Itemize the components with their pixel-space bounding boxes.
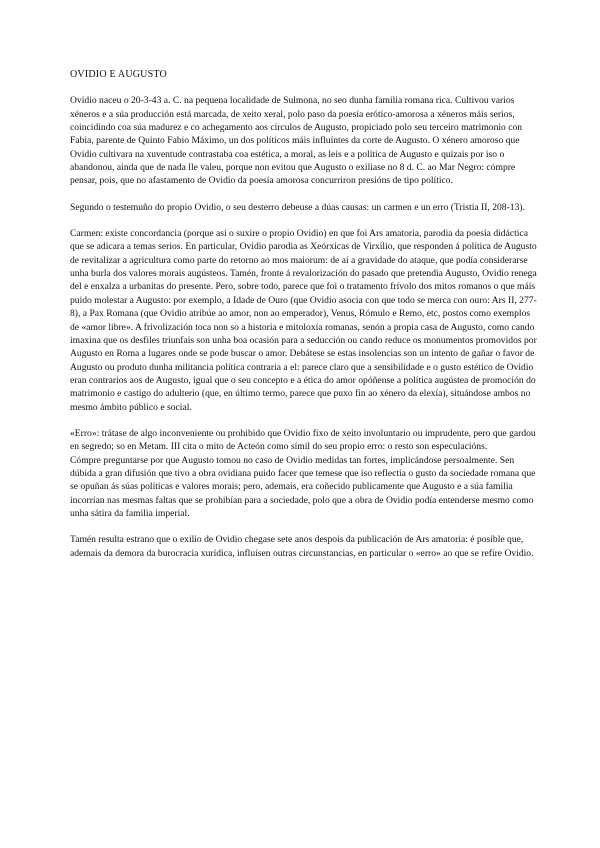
paragraph-error: «Erro»: trátase de algo inconveniente ou prohibido que Ovidio fixo de xeito involuntario ou imprudente, pero que gardou en segredo; so en Metam. III cita o mito de Acteón como símil do seu propio erro: o resto son especulacións. — [70, 427, 536, 453]
paragraph-augustus-measures: Cómpre preguntarse por que Augusto tomou no caso de Ovidio medidas tan fortes, implicándose persoalmente. Sen dúbida a gran difusión que tivo a obra ovidiana puido facer que temese que iso reflectía o gusto da sociedade romana que se opuñan ás súas políticas e valores morais; pero, ademais, era coñecido publicamente que Augusto e a súa familia incorrían nas mesmas faltas que se prohibían para a sociedade, polo que a obra de Ovidio podía entenderse mesmo como unha sátira da familia imperial. — [70, 454, 536, 519]
paragraph-carmen: Carmen: existe concordancia (porque así o suxire o propio Ovidio) en que foi Ars amatoria, parodia da poesía didáctica que se adicara a temas serios. En particular, Ovidio parodia as Xeórxicas de Virxilio, que responden á política de Augusto de revitalizar a agricultura como parte do retorno ao mos maiorum: de aí a gravidade do ataque, que podía considerarse unha burla dos valores morais augústeos. Tamén, fronte á revalorización do pasado que pretendía Augusto, Ovidio renega del e enxalza a urbanitas do presente. Pero, sobre todo, parece que foi o tratamento frívolo dos mitos romanos o que máis puido molestar a Augusto: por exemplo, a Idade de Ouro (que Ovidio asocia con que todo se merca con ouro: Ars II, 277-8), a Pax Romana (que Ovidio atribúe ao amor, non ao emperador), Venus, Rómulo e Remo, etc, postos como exemplos de «amor libre». A frivolización toca non so a historia e mitoloxía romanas, senón a propia casa de Augusto, como cando imaxina que os desfiles triunfais son unha boa ocasión para a seducción ou cando reduce os monumentos promovidos por Augusto en Roma a lugares onde se pode buscar o amor. Debátese se estas insolencias son un intento de gañar o favor de Augusto ou produto dunha militancia política contraria a el: parece claro que a sensibilidade e o gusto estético de Ovidio eran contrarios aos de Augusto, igual que o seu concepto e a ética do amor opóñense a política augústea de promoción do matrimonio e castigo do adulterio (que, en último termo, parece que puxo fin ao xénero da elexía), situándose ambos no mesmo ámbito público e social. — [70, 228, 537, 413]
paragraph-birth-and-career: Ovidio naceu o 20-3-43 a. C. na pequena localidade de Sulmona, no seo dunha familia romana rica. Cultivou varios xéneros e a súa producción está marcada, de xeito xeral, polo paso da poesía erótico-amorosa a xéneros máis serios, coincidindo coa súa madurez e co achegamento aos círculos de Augusto, propiciado polo seu terceiro matrimonio con Fabia, parente de Quinto Fabio Máximo, un dos políticos máis influíntes da corte de Augusto. O xénero amoroso que Ovidio cultivara na xuventude contrastaba coa estética, a moral, as leis e a política de Augusto e quizais por iso o abandonou, ainda que de nada lle valeu, porque non evitou que Augusto o exiliase no 8 d. C. ao Mar Negro: cómpre pensar, pois, que no afastamento de Ovidio da poesía amorosa concurriron presións de tipo político. — [70, 95, 523, 187]
paragraph-exile-timing: Tamén resulta estrano que o exilio de Ovidio chegase sete anos despois da publicación de Ars amatoria: é posible que, ademais da demora da burocracia xurídica, influísen outras circunstancias, en particular o «erro» ao que se refire Ovidio. — [70, 534, 534, 559]
document-title: OVIDIO E AUGUSTO — [70, 69, 167, 80]
paragraph-exile-causes: Segundo o testemuño do propio Ovidio, o seu desterro debeuse a dúas causas: un carmen e un erro (Tristia II, 208-13). — [70, 201, 525, 213]
document-page — [70, 68, 540, 560]
